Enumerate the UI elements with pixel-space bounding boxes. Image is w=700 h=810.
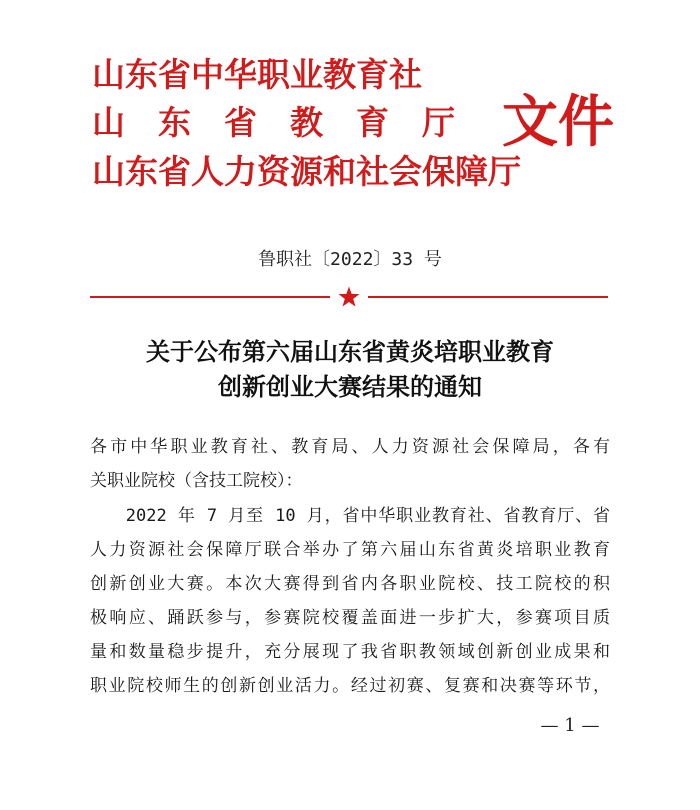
body-line: 各市中华职业教育社、教育局、人力资源社会保障局，各有: [90, 437, 610, 457]
separator-line-right: [368, 296, 608, 298]
body-line: 2022 年 7 月至 10 月，省中华职业教育社、省教育厅、省: [90, 506, 610, 526]
body-line: 创新创业大赛。本次大赛得到省内各职业院校、技工院校的积: [90, 574, 610, 594]
star-icon: [337, 285, 361, 309]
body-line: 关职业院校（含技工院校）：: [90, 471, 303, 491]
separator-line-left: [90, 296, 330, 298]
body-line: 职业院校师生的创新创业活力。经过初赛、复赛和决赛等环节，: [90, 676, 610, 696]
body-line: 人力资源社会保障厅联合举办了第六届山东省黄炎培职业教育: [90, 540, 610, 560]
title-line: 创新创业大赛结果的通知: [218, 372, 482, 401]
body-line: 量和数量稳步提升，充分展现了我省职教领域创新创业成果和: [90, 642, 610, 662]
body-line: 极响应、踊跃参与，参赛院校覆盖面进一步扩大，参赛项目质: [90, 608, 610, 628]
issuer-name: 山东省中华职业教育社: [92, 55, 422, 94]
title-line: 关于公布第六届山东省黄炎培职业教育: [146, 337, 554, 366]
issuer-name: 山东省人力资源和社会保障厅: [92, 152, 521, 191]
document-word: 文件: [502, 89, 614, 155]
page-number: — 1 —: [540, 715, 600, 736]
document-number: 鲁职社〔2022〕33 号: [258, 249, 442, 270]
issuer-name: 山东省教育厅: [92, 103, 488, 142]
